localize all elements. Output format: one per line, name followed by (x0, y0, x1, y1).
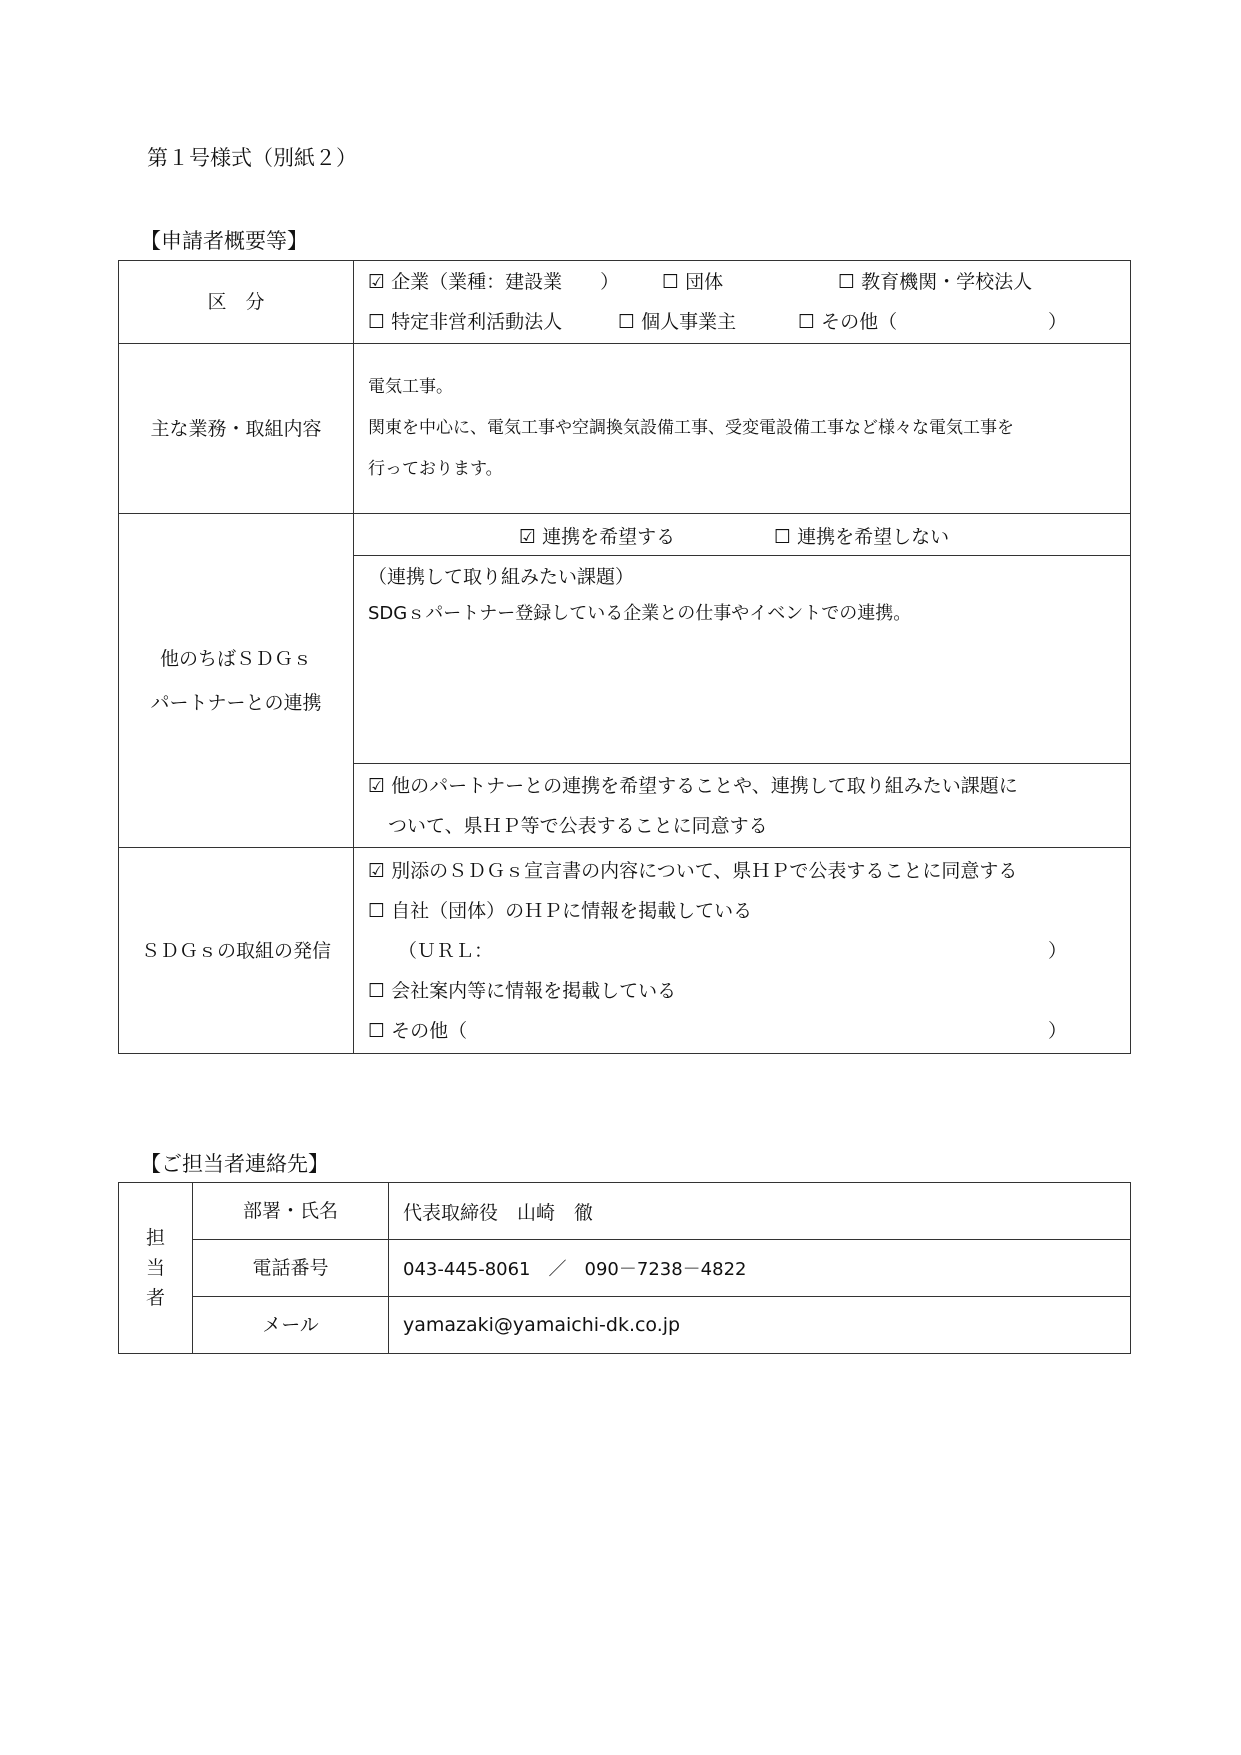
consent-line: ついて、県ＨＰ等で公表することに同意する (388, 814, 768, 837)
business-line: 関東を中心に、電気工事や空調換気設備工事、受変電設備工事など様々な電気工事を (368, 418, 1014, 438)
contact-table (118, 1182, 1131, 1354)
name-value: 代表取締役 山崎 徹 (389, 1183, 1131, 1240)
url-close: ） (1048, 939, 1068, 962)
consent-checkbox[interactable]: ☑ 他のパートナーとの連携を希望することや、連携して取り組みたい課題に (368, 774, 1018, 797)
name-label: 部署・氏名 (193, 1183, 389, 1240)
email-value[interactable]: yamazaki@yamaichi-dk.co.jp (389, 1297, 1131, 1354)
form-title: 第１号様式（別紙２） (147, 146, 357, 170)
business-line: 行っております。 (368, 459, 503, 479)
publish-option-brochure[interactable]: ☐ 会社案内等に情報を掲載している (368, 979, 677, 1002)
email-label: メール (193, 1297, 389, 1354)
section-title-applicant: 【申請者概要等】 (140, 229, 308, 253)
partners-label (119, 514, 354, 848)
partners-consent (354, 764, 1131, 848)
business-label: 主な業務・取組内容 (119, 344, 354, 514)
partners-choice (354, 514, 1131, 556)
publish-label: ＳＤＧｓの取組の発信 (119, 848, 354, 1054)
partners-issue (354, 556, 1131, 764)
option-npo[interactable]: ☐ 特定非営利活動法人 (368, 311, 563, 333)
option-other[interactable]: ☐ その他（ (798, 311, 898, 333)
tantousha-label (119, 1183, 193, 1354)
tantousha-char: 者 (145, 1287, 165, 1309)
choice-yes[interactable]: ☑ 連携を希望する (519, 526, 676, 548)
option-group[interactable]: ☐ 団体 (662, 271, 724, 293)
phone-value: 043-445-8061 ／ 090－7238－4822 (389, 1240, 1131, 1297)
kubun-label: 区 分 (119, 261, 354, 344)
partners-label-line: パートナーとの連携 (150, 691, 322, 714)
business-content (354, 344, 1131, 514)
tantousha-char: 担 (145, 1227, 165, 1249)
partners-label-line: 他のちばＳＤＧｓ (159, 647, 312, 670)
publish-option-other[interactable]: ☐ その他（ (368, 1019, 468, 1042)
publish-option-declaration[interactable]: ☑ 別添のＳＤＧｓ宣言書の内容について、県ＨＰで公表することに同意する (368, 859, 1018, 882)
option-company[interactable]: ☑ 企業（業種：建設業 ） (368, 271, 620, 293)
choice-no[interactable]: ☐ 連携を希望しない (774, 526, 950, 548)
publish-option-own-hp[interactable]: ☐ 自社（団体）のＨＰに情報を掲載している (368, 899, 753, 922)
section-title-contact: 【ご担当者連絡先】 (140, 1152, 329, 1176)
tantousha-char: 当 (145, 1257, 165, 1279)
issue-heading: （連携して取り組みたい課題） (368, 566, 635, 588)
applicant-table (118, 260, 1131, 1054)
other-close: ） (1048, 1019, 1068, 1042)
issue-text: SDGｓパートナー登録している企業との仕事やイベントでの連携。 (368, 603, 912, 624)
option-other-close: ） (1048, 311, 1068, 333)
publish-options (354, 848, 1131, 1054)
url-label: （ＵＲＬ： (398, 939, 494, 962)
phone-label: 電話番号 (193, 1240, 389, 1297)
option-sole-proprietor[interactable]: ☐ 個人事業主 (618, 311, 737, 333)
option-education[interactable]: ☐ 教育機関・学校法人 (838, 271, 1033, 293)
kubun-options (354, 261, 1131, 344)
business-line: 電気工事。 (368, 377, 453, 397)
